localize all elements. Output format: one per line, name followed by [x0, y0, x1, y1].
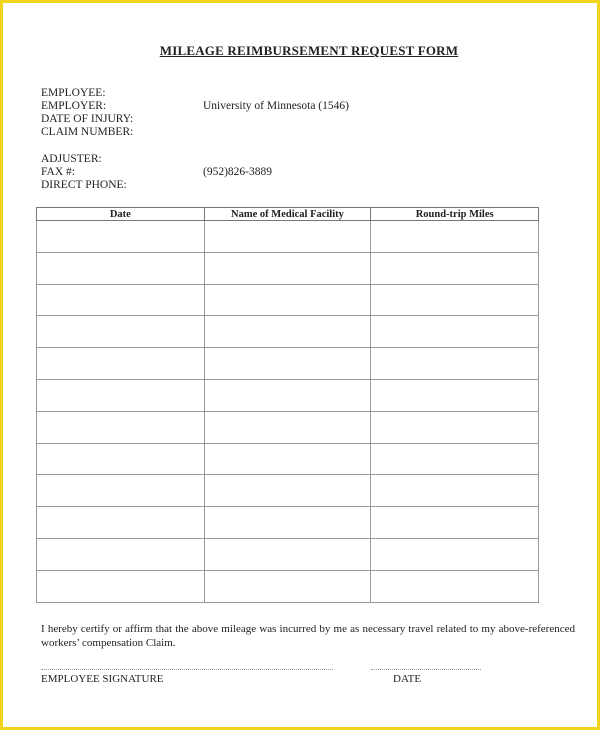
- date-cell[interactable]: [37, 507, 205, 539]
- table-row: [37, 348, 539, 380]
- employee-signature-line[interactable]: [41, 669, 333, 670]
- date-cell[interactable]: [37, 411, 205, 443]
- date-cell[interactable]: [37, 284, 205, 316]
- facility-cell[interactable]: [204, 252, 371, 284]
- claimant-info-group: [41, 87, 349, 139]
- employer-label: EMPLOYER:: [41, 100, 107, 112]
- miles-column-header: Round-trip Miles: [371, 208, 539, 221]
- date-cell[interactable]: [37, 316, 205, 348]
- date-cell[interactable]: [37, 379, 205, 411]
- employee-label: EMPLOYEE:: [41, 87, 106, 99]
- mileage-table: [36, 207, 539, 603]
- table-row: [37, 570, 539, 602]
- mileage-table-body: [37, 221, 539, 603]
- miles-cell[interactable]: [371, 507, 539, 539]
- date-of-injury-row: [41, 113, 133, 126]
- facility-cell[interactable]: [204, 284, 371, 316]
- date-cell[interactable]: [37, 570, 205, 602]
- form-page: [3, 3, 597, 727]
- miles-cell[interactable]: [371, 348, 539, 380]
- adjuster-info-group: [41, 153, 272, 192]
- facility-cell[interactable]: [204, 411, 371, 443]
- facility-cell[interactable]: [204, 538, 371, 570]
- facility-column-header: Name of Medical Facility: [204, 208, 371, 221]
- date-cell[interactable]: [37, 475, 205, 507]
- miles-cell[interactable]: [371, 475, 539, 507]
- employee-row: [41, 87, 133, 100]
- miles-cell[interactable]: [371, 538, 539, 570]
- table-row: [37, 284, 539, 316]
- miles-cell[interactable]: [371, 221, 539, 253]
- employee-signature-label: EMPLOYEE SIGNATURE: [41, 673, 164, 685]
- table-row: [37, 316, 539, 348]
- fax-value[interactable]: (952)826-3889: [203, 166, 272, 178]
- table-row: [37, 538, 539, 570]
- facility-cell[interactable]: [204, 348, 371, 380]
- table-row: [37, 379, 539, 411]
- date-of-injury-label: DATE OF INJURY:: [41, 113, 134, 125]
- employer-row: [41, 100, 349, 113]
- miles-cell[interactable]: [371, 316, 539, 348]
- claim-number-label: CLAIM NUMBER:: [41, 126, 134, 138]
- table-row: [37, 221, 539, 253]
- date-cell[interactable]: [37, 252, 205, 284]
- claim-number-row: [41, 126, 133, 139]
- facility-cell[interactable]: [204, 379, 371, 411]
- facility-cell[interactable]: [204, 507, 371, 539]
- adjuster-row: [41, 153, 127, 166]
- facility-cell[interactable]: [204, 570, 371, 602]
- fax-row: [41, 166, 272, 179]
- facility-cell[interactable]: [204, 316, 371, 348]
- adjuster-label: ADJUSTER:: [41, 153, 102, 165]
- certification-statement: I hereby certify or affirm that the above mileage was incurred by me as necessary travel related to my above-referenced workers’ compensation Claim.: [41, 623, 575, 649]
- direct-phone-label: DIRECT PHONE:: [41, 179, 127, 191]
- date-column-header: Date: [37, 208, 205, 221]
- date-cell[interactable]: [37, 348, 205, 380]
- date-cell[interactable]: [37, 538, 205, 570]
- miles-cell[interactable]: [371, 443, 539, 475]
- miles-cell[interactable]: [371, 411, 539, 443]
- miles-cell[interactable]: [371, 570, 539, 602]
- table-header-row: [37, 208, 539, 221]
- form-title: MILEAGE REIMBURSEMENT REQUEST FORM: [159, 43, 459, 58]
- facility-cell[interactable]: [204, 475, 371, 507]
- facility-cell[interactable]: [204, 443, 371, 475]
- table-row: [37, 252, 539, 284]
- table-row: [37, 475, 539, 507]
- date-label: DATE: [393, 673, 422, 685]
- direct-phone-row: [41, 179, 127, 192]
- miles-cell[interactable]: [371, 284, 539, 316]
- table-row: [37, 443, 539, 475]
- table-row: [37, 507, 539, 539]
- miles-cell[interactable]: [371, 252, 539, 284]
- employer-value[interactable]: University of Minnesota (1546): [203, 100, 349, 112]
- date-cell[interactable]: [37, 443, 205, 475]
- fax-label: FAX #:: [41, 166, 75, 178]
- facility-cell[interactable]: [204, 221, 371, 253]
- date-cell[interactable]: [37, 221, 205, 253]
- miles-cell[interactable]: [371, 379, 539, 411]
- table-row: [37, 411, 539, 443]
- date-signature-line[interactable]: [371, 669, 481, 670]
